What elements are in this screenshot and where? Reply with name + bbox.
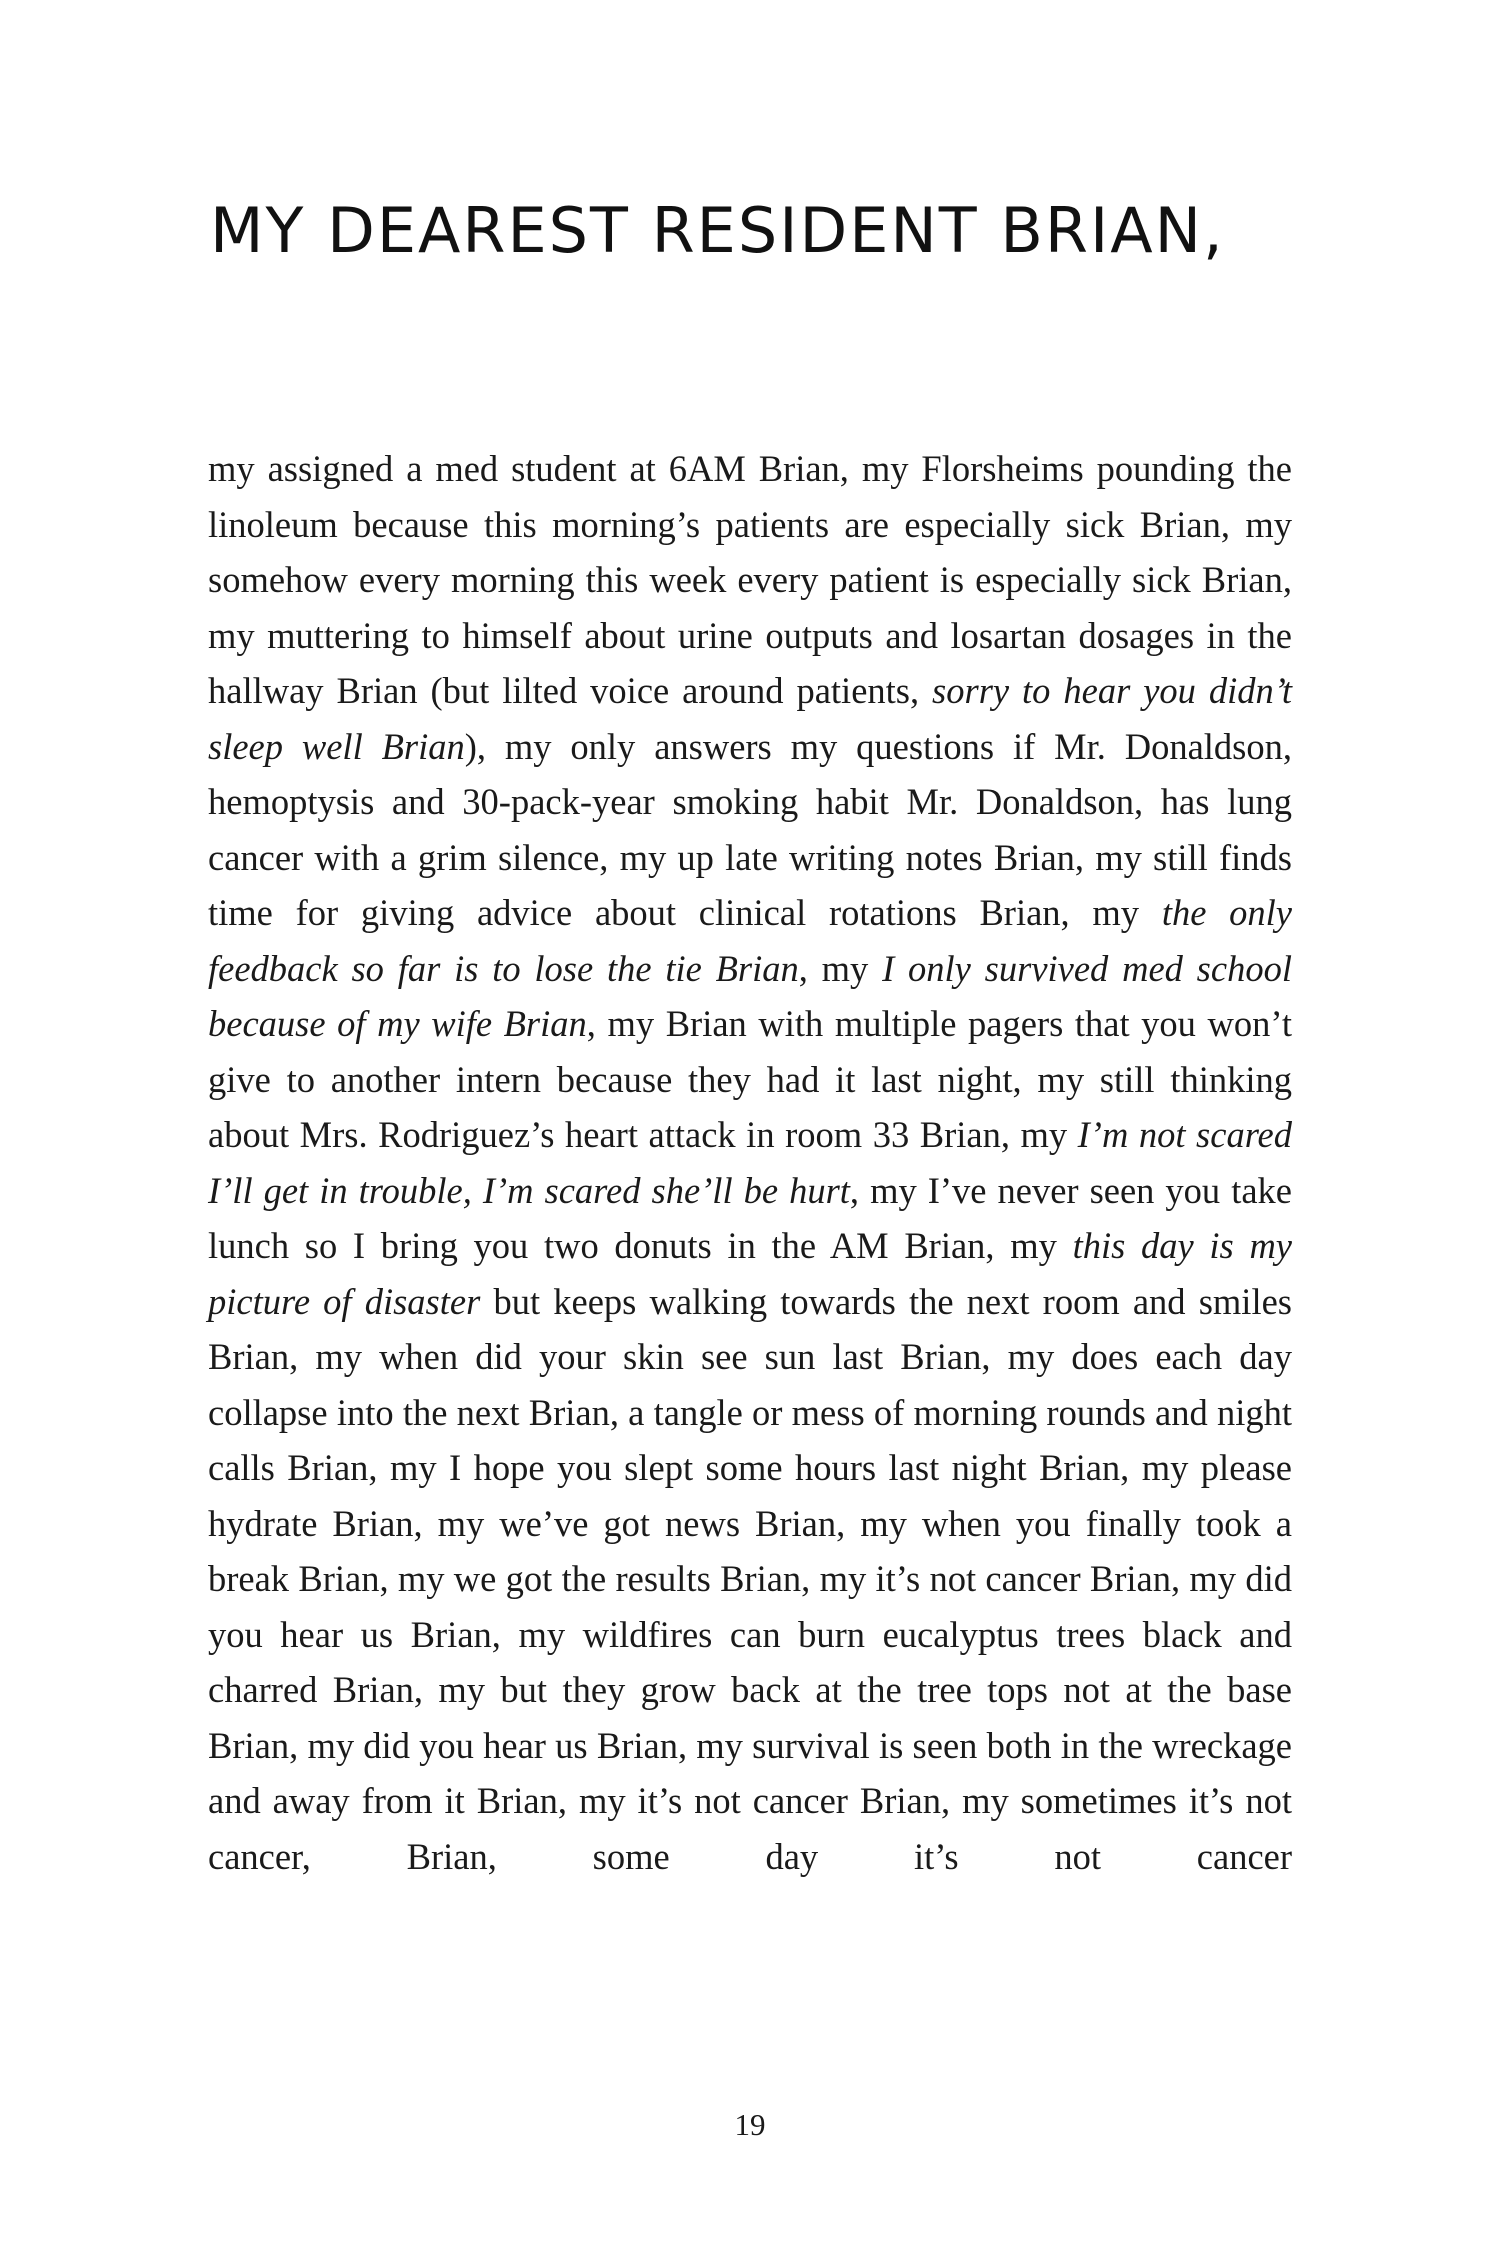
body-italic-segment: I’m not scared I’ll get in trouble, I’m scared she’ll be hurt <box>208 1114 1292 1211</box>
body-paragraph <box>208 441 1292 1884</box>
page-number: 19 <box>734 2107 766 2142</box>
body-text-segment: , my Brian with multiple pagers that you won’t give to another intern because they had it last night, my still thinking about Mrs. Rodriguez’s heart attack in room 33 Brian, my <box>208 1003 1293 1155</box>
body-text-segment: , my <box>798 947 883 989</box>
body-text-segment: ), my only answers my questions if Mr. Donaldson, hemoptysis and 30-pack-year smoking habit Mr. Donaldson, has lung cancer with a grim silence, my up late writing notes Brian, my still finds time for giving advice about clinical rotations Brian, my <box>208 725 1292 933</box>
body-text-segment: my assigned a med student at 6AM Brian, my Florsheims pounding the linoleum because this morning’s patients are especially sick Brian, my somehow every morning this week every patient is especially sick Brian, my muttering to himself about urine outputs and losartan dosages in the hallway Brian (but lilted voice around patients, <box>208 448 1292 711</box>
body-italic-segment: sorry to hear you didn’t sleep well Brian <box>208 670 1292 767</box>
body-italic-segment: this day is my picture of disaster <box>208 1225 1293 1322</box>
body-italic-segment: I only survived med school because of my wife Brian <box>208 947 1292 1044</box>
chapter-title: MY DEAREST RESIDENT BRIAN, <box>210 194 1225 267</box>
body-text-segment: but keeps walking towards the next room and smiles Brian, my when did your skin see sun last Brian, my does each day collapse into the next Brian, a tangle or mess of morning rounds and night calls Brian, my I hope you slept some hours last night Brian, my please hydrate Brian, my we’ve got news Brian, my when you finally took a break Brian, my we got the results Brian, my it’s not cancer Brian, my did you hear us Brian, my wildfires can burn eucalyptus trees black and charred Brian, my but they grow back at the tree tops not at the base Brian, my did you hear us Brian, my survival is seen both in the wreckage and away from it Brian, my it’s not cancer Brian, my sometimes it’s not cancer, Brian, some day it’s not cancer <box>208 1280 1292 1877</box>
body-italic-segment: the only feedback so far is to lose the tie Brian <box>208 892 1292 989</box>
body-text-segment: , my I’ve never seen you take lunch so I bring you two donuts in the AM Brian, my <box>208 1169 1292 1266</box>
